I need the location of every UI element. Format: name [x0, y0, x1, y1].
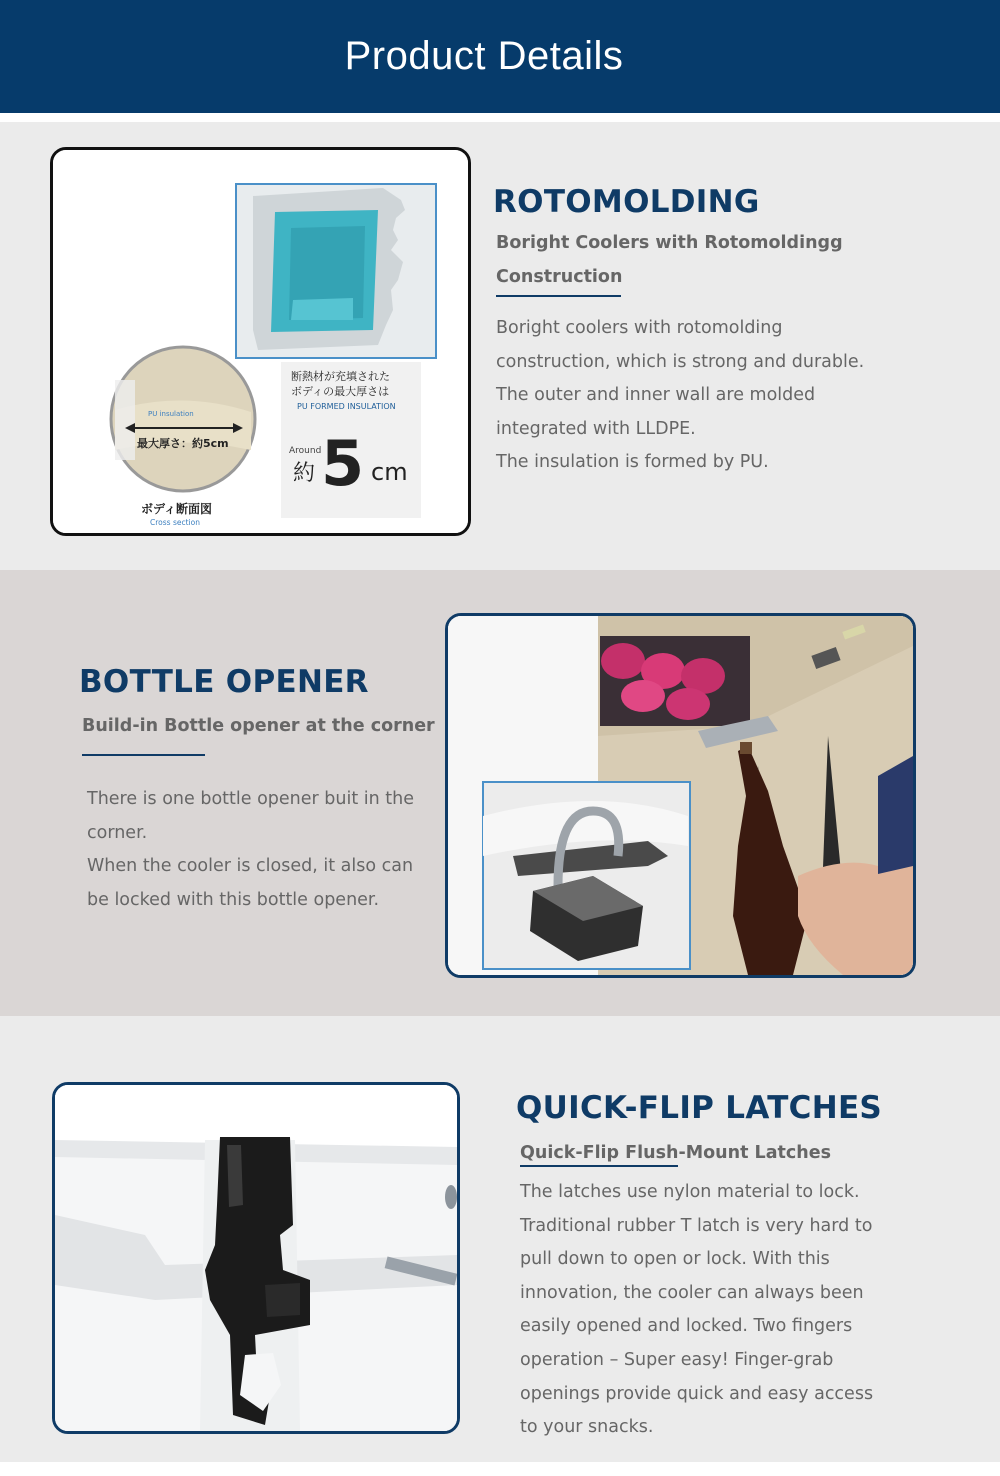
body-line: construction, which is strong and durable. [496, 351, 865, 372]
jp-approx-label: 約 [293, 461, 316, 486]
rotomolding-title: ROTOMOLDING [493, 184, 760, 220]
bottle-opener-divider [82, 754, 205, 756]
latches-section [0, 1016, 1000, 1462]
rotomolding-body [496, 312, 956, 480]
around-label: Around [289, 446, 322, 456]
bottle-opener-section [0, 570, 1000, 1016]
latches-subtitle: Quick-Flip Flush-Mount Latches [520, 1143, 831, 1163]
five-cm-number: 5 [321, 427, 365, 500]
jp-line-2: ボディの最大厚さは [291, 385, 390, 398]
body-line: pull down to open or lock. With this [520, 1249, 830, 1270]
body-line: When the cooler is closed, it also can [87, 856, 414, 877]
jp-line-1: 断熱材が充填された [291, 370, 390, 383]
body-line: The insulation is formed by PU. [496, 452, 769, 473]
body-line: openings provide quick and easy access [520, 1383, 874, 1404]
body-line: operation – Super easy! Finger-grab [520, 1349, 834, 1370]
rotomolding-subtitle [496, 226, 916, 294]
latches-image [52, 1082, 460, 1434]
body-line: There is one bottle opener buit in the [87, 789, 415, 809]
cm-unit: cm [371, 458, 408, 486]
latches-body [520, 1176, 980, 1445]
pu-formed-label: PU FORMED INSULATION [297, 402, 396, 411]
bottle-opener-body [87, 783, 442, 917]
bottle-opener-title: BOTTLE OPENER [79, 664, 369, 700]
body-line: corner. [87, 822, 148, 843]
cross-section-jp: ボディ断面図 [141, 502, 213, 516]
body-line: easily opened and locked. Two fingers [520, 1316, 853, 1337]
thickness-label: 最大厚さ：約5cm [137, 437, 229, 450]
latches-divider [520, 1165, 678, 1167]
cross-section-en: Cross section [150, 518, 200, 527]
body-line: be locked with this bottle opener. [87, 889, 380, 910]
body-line: Boright coolers with rotomolding [496, 318, 783, 338]
body-line: The outer and inner wall are molded [496, 385, 816, 406]
subtitle-line: Boright Coolers with Rotomoldingg [496, 233, 843, 253]
page-title: Product Details [344, 34, 624, 78]
subtitle-line: Construction [496, 267, 623, 287]
latches-title: QUICK-FLIP LATCHES [516, 1090, 883, 1126]
footer-strip [0, 1462, 1000, 1476]
body-line: to your snacks. [520, 1417, 654, 1438]
bottle-opener-subtitle: Build-in Bottle opener at the corner [82, 716, 435, 736]
rotomolding-image [50, 147, 471, 536]
bottle-opener-image [445, 613, 916, 978]
rotomolding-section [0, 122, 1000, 570]
rotomolding-divider [496, 295, 621, 297]
body-line: Traditional rubber T latch is very hard to [520, 1215, 873, 1236]
page-header [0, 0, 1000, 113]
pu-insulation-label: PU insulation [148, 410, 194, 418]
body-line: The latches use nylon material to lock. [520, 1182, 860, 1202]
body-line: integrated with LLDPE. [496, 418, 696, 439]
body-line: innovation, the cooler can always been [520, 1282, 864, 1303]
